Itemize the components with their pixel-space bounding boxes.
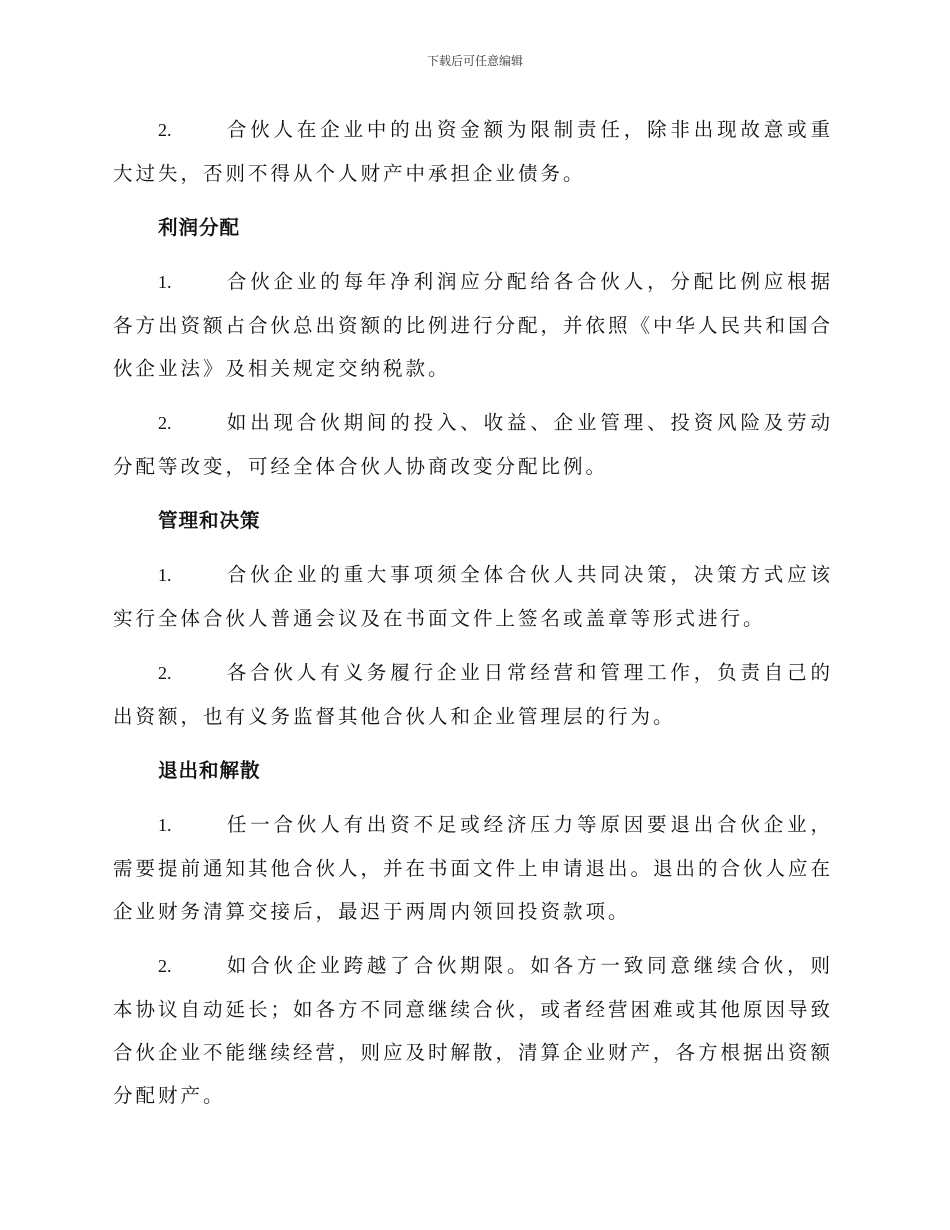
clause-exit-1 — [113, 803, 833, 933]
clause-number: 2. — [158, 663, 172, 683]
clause-exit-2 — [113, 944, 833, 1117]
clause-text: 合伙人在企业中的出资金额为限制责任，除非出现故意或重大过失，否则不得从个人财产中承担企业债务。 — [113, 118, 833, 185]
clause-profit-1 — [113, 260, 833, 390]
document-body — [113, 108, 833, 1128]
clause-liability-2 — [113, 108, 833, 195]
section-heading-exit-dissolution: 退出和解散 — [158, 759, 261, 782]
clause-number: 1. — [158, 815, 172, 835]
clause-management-1 — [113, 553, 833, 640]
section-heading-management: 管理和决策 — [158, 509, 261, 532]
clause-number: 1. — [158, 565, 172, 585]
clause-text: 如出现合伙期间的投入、收益、企业管理、投资风险及劳动分配等改变，可经全体合伙人协商改变分配比例。 — [113, 411, 833, 478]
clause-text: 任一合伙人有出资不足或经济压力等原因要退出合伙企业，需要提前通知其他合伙人，并在书面文件上申请退出。退出的合伙人应在企业财务清算交接后，最迟于两周内领回投资款项。 — [113, 813, 834, 923]
clause-management-2 — [113, 651, 833, 738]
clause-number: 2. — [158, 413, 172, 433]
clause-number: 1. — [158, 272, 172, 292]
clause-profit-2 — [113, 401, 833, 488]
clause-number: 2. — [158, 956, 172, 976]
section-heading-profit-distribution: 利润分配 — [158, 216, 241, 239]
clause-text: 各合伙人有义务履行企业日常经营和管理工作，负责自己的出资额，也有义务监督其他合伙人和企业管理层的行为。 — [113, 661, 833, 728]
page-header: 下载后可任意编辑 — [426, 54, 523, 68]
clause-number: 2. — [158, 120, 172, 140]
clause-text: 合伙企业的每年净利润应分配给各合伙人，分配比例应根据各方出资额占合伙总出资额的比例进行分配，并依照《中华人民共和国合伙企业法》及相关规定交纳税款。 — [113, 270, 834, 380]
clause-text: 如合伙企业跨越了合伙期限。如各方一致同意继续合伙，则本协议自动延长；如各方不同意继续合伙，或者经营困难或其他原因导致合伙企业不能继续经营，则应及时解散，清算企业财产，各方根据出资额分配财产。 — [113, 954, 834, 1107]
clause-text: 合伙企业的重大事项须全体合伙人共同决策，决策方式应该实行全体合伙人普通会议及在书面文件上签名或盖章等形式进行。 — [113, 563, 833, 630]
